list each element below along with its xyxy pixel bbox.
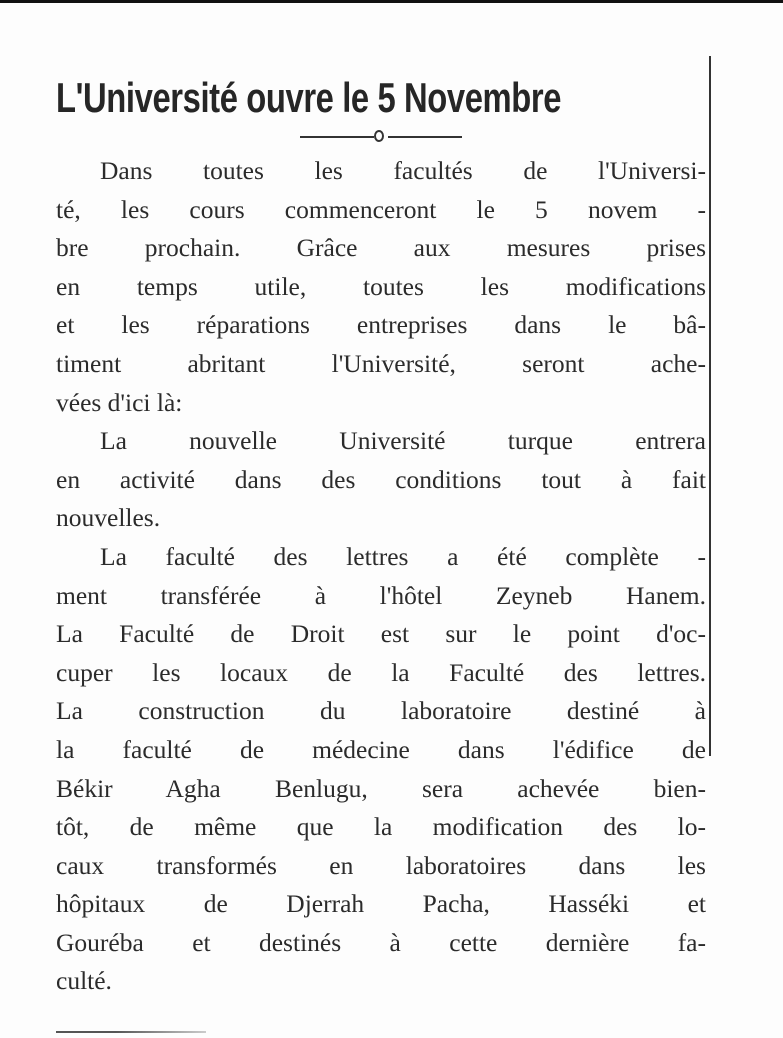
top-edge-strip — [0, 0, 783, 3]
text-line: La construction du laboratoire destiné à — [56, 696, 706, 726]
text-line: et les réparations entreprises dans le bâ- — [56, 310, 706, 340]
text-line: Békir Agha Benlugu, sera achevée bien- — [56, 773, 706, 803]
article-body — [56, 152, 706, 1001]
text-line: La faculté des lettres a été complète - — [100, 541, 706, 571]
separator-ornament-icon — [300, 130, 462, 144]
text-line: té, les cours commenceront le 5 novem - — [56, 194, 706, 224]
text-line: Gouréba et destinés à cette dernière fa- — [56, 927, 706, 957]
ornament-line-left — [300, 136, 374, 138]
text-line: bre prochain. Grâce aux mesures prises — [56, 233, 706, 263]
text-line: tôt, de même que la modification des lo- — [56, 812, 706, 842]
text-line: en temps utile, toutes les modifications — [56, 271, 706, 301]
ornament-ring — [374, 130, 384, 142]
text-line: Dans toutes les facultés de l'Universi- — [100, 156, 706, 185]
text-line: vées d'ici là: — [56, 387, 183, 417]
newspaper-article — [56, 72, 706, 1001]
text-line: hôpitaux de Djerrah Pacha, Hasséki et — [56, 889, 706, 919]
column-rule — [709, 56, 711, 756]
ornament-line-right — [388, 136, 462, 138]
text-line: caux transformés en laboratoires dans les — [56, 850, 706, 880]
text-line: nouvelles. — [56, 503, 161, 533]
text-line: La Faculté de Droit est sur le point d'oc- — [56, 619, 706, 649]
text-line: la faculté de médecine dans l'édifice de — [56, 734, 706, 764]
text-line: culté. — [56, 966, 112, 996]
text-line: La nouvelle Université turque entrera — [100, 426, 706, 456]
bottom-rule — [56, 1031, 206, 1033]
text-line: cuper les locaux de la Faculté des lettres. — [56, 657, 706, 687]
headline: L'Université ouvre le 5 Novembre — [56, 74, 562, 121]
text-line: en activité dans des conditions tout à fait — [56, 464, 706, 494]
text-line: ment transférée à l'hôtel Zeyneb Hanem. — [56, 580, 706, 610]
text-line: timent abritant l'Université, seront ache- — [56, 348, 706, 378]
